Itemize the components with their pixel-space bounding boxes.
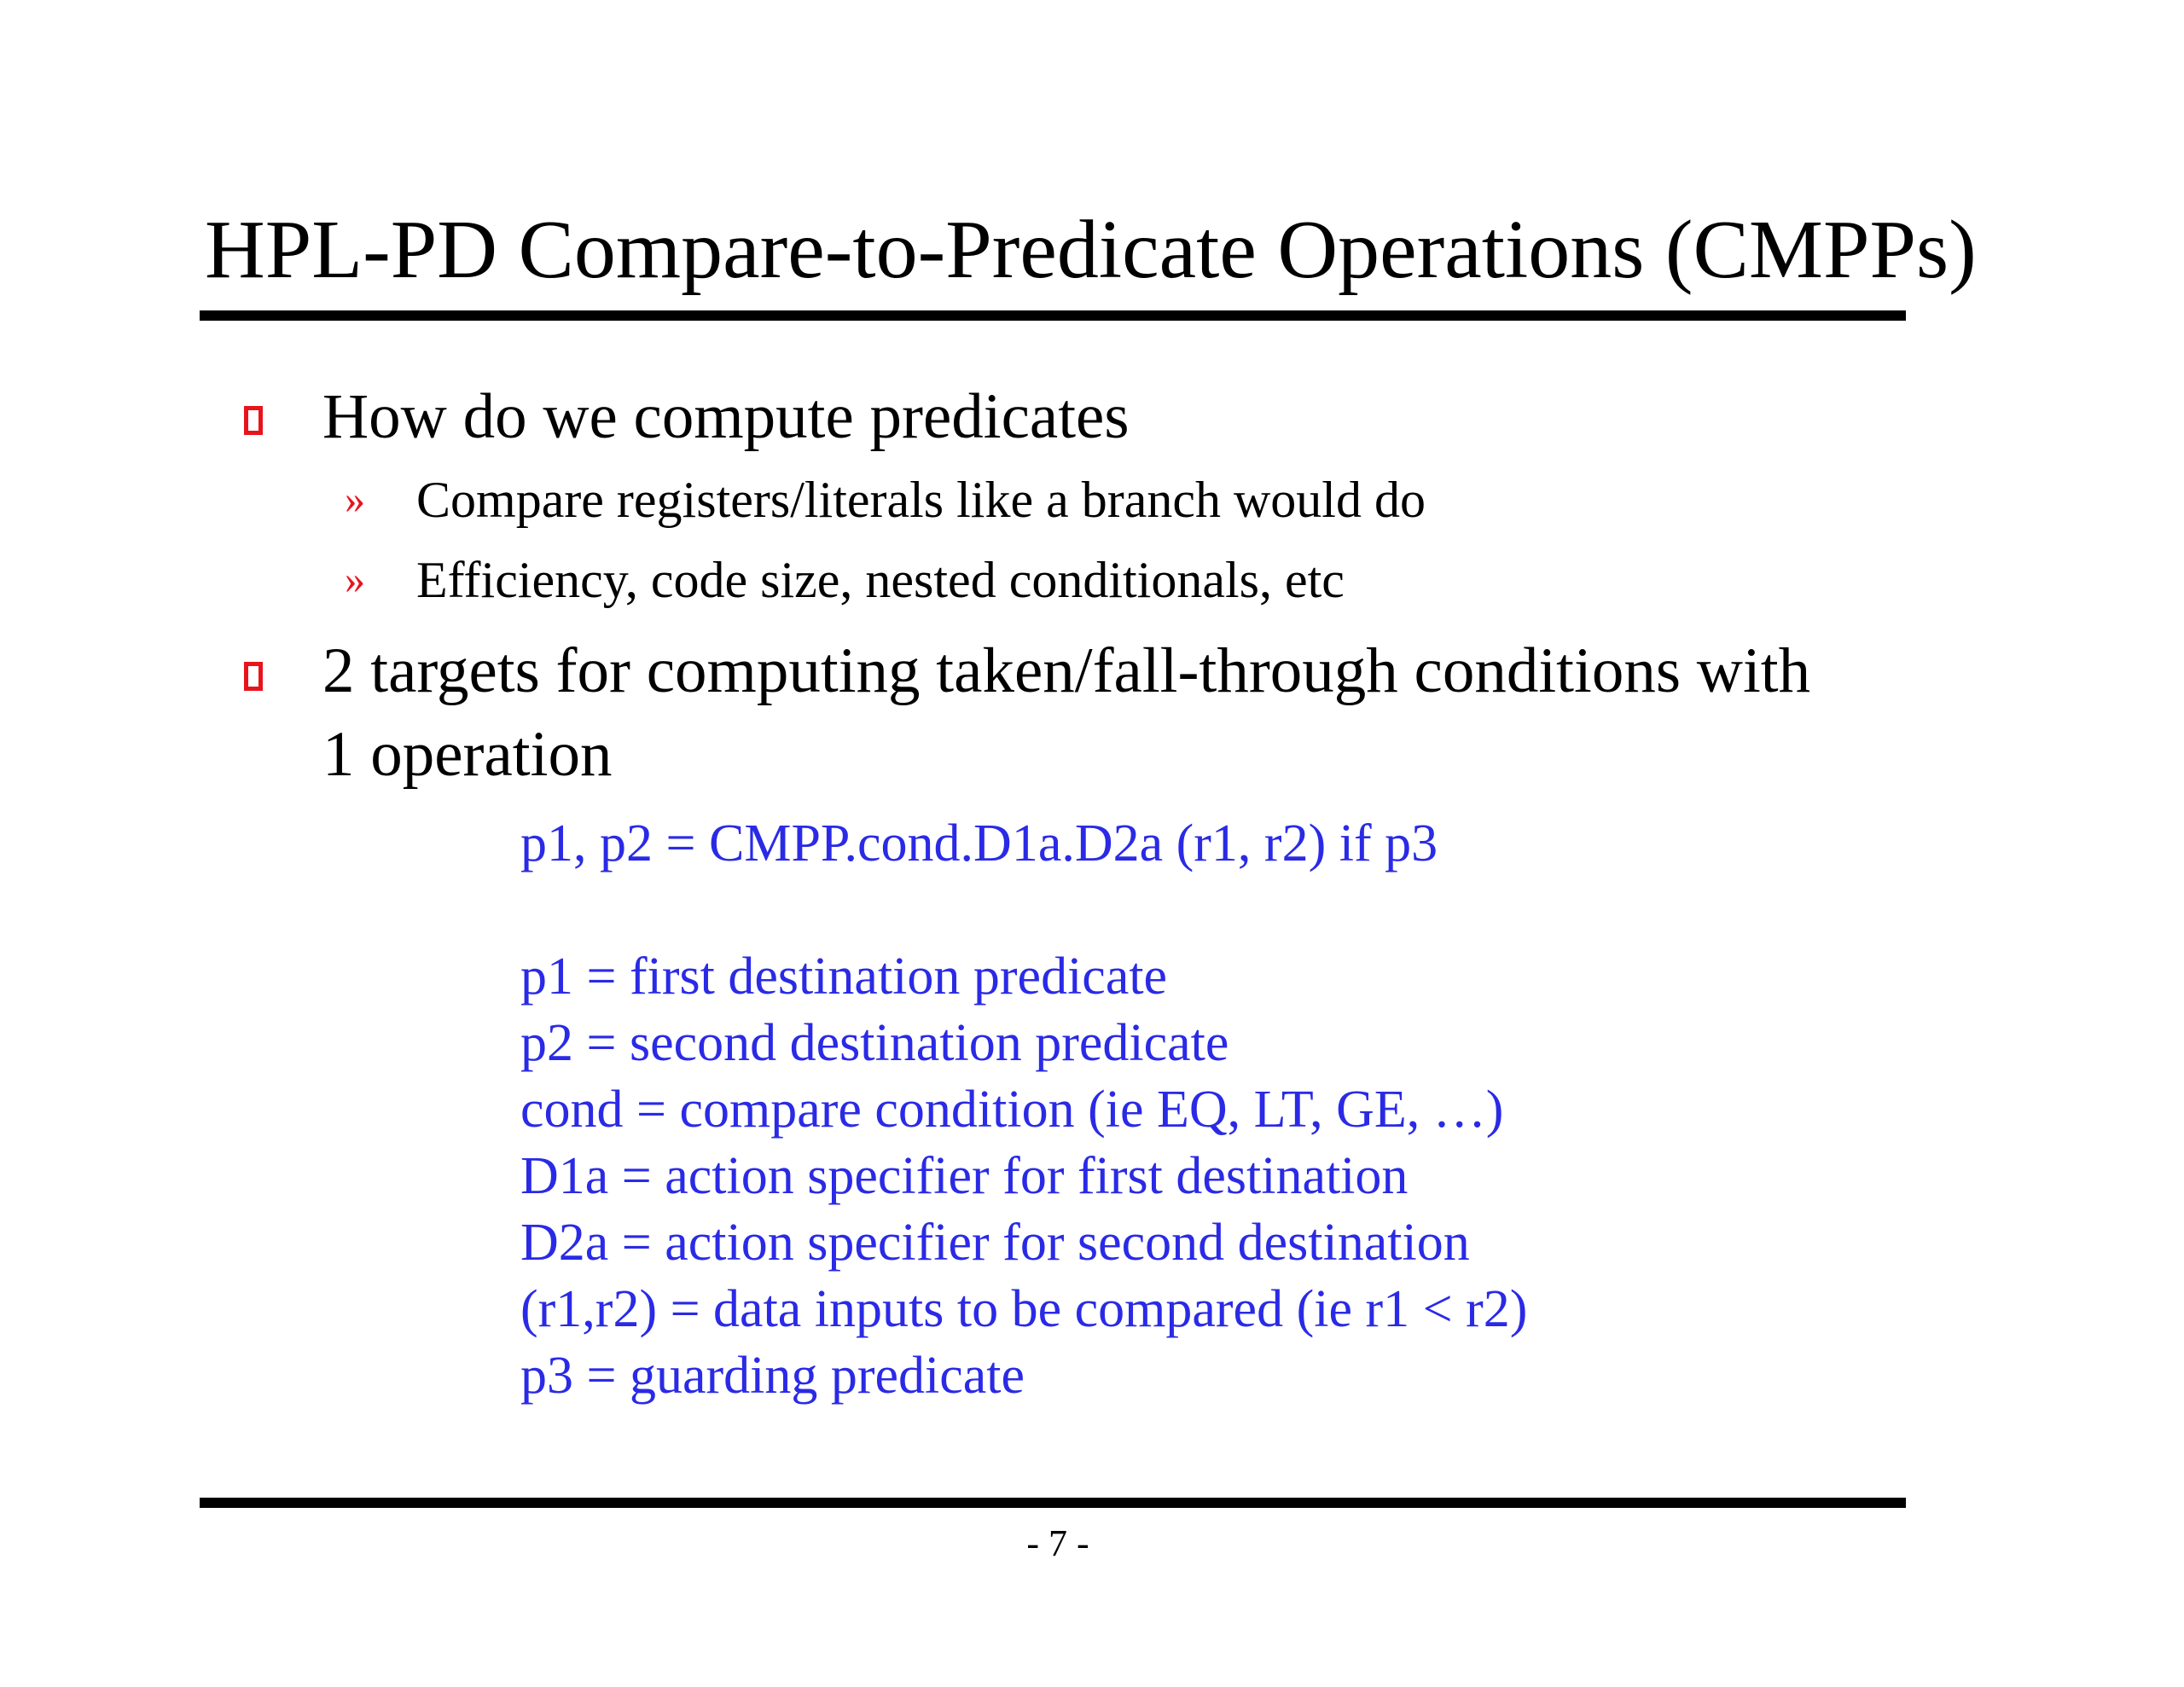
bullet-2-line-2: 1 operation xyxy=(322,719,613,790)
definition-p1: p1 = first destination predicate xyxy=(520,948,1168,1006)
cmpp-syntax-line: p1, p2 = CMPP.cond.D1a.D2a (r1, r2) if p3 xyxy=(520,815,1438,872)
definition-d1a: D1a = action specifier for first destination xyxy=(520,1147,1409,1205)
definition-d2a: D2a = action specifier for second destination xyxy=(520,1214,1470,1272)
square-bullet-icon xyxy=(244,406,263,435)
title-divider xyxy=(200,310,1906,321)
bullet-1-text: How do we compute predicates xyxy=(322,381,1130,452)
definition-r1-r2: (r1,r2) = data inputs to be compared (ie r1 < r2) xyxy=(520,1280,1528,1338)
cmpp-definitions xyxy=(520,943,1527,1409)
definition-p3: p3 = guarding predicate xyxy=(520,1347,1025,1405)
sub-bullet-2: Efficiency, code size, nested conditionals, etc xyxy=(416,552,1345,608)
definition-cond: cond = compare condition (ie EQ, LT, GE, …) xyxy=(520,1081,1504,1139)
footer-divider xyxy=(200,1498,1906,1508)
definition-p2: p2 = second destination predicate xyxy=(520,1014,1229,1072)
slide-title: HPL-PD Compare-to-Predicate Operations (CMPPs) xyxy=(205,204,1977,296)
page-number: - 7 - xyxy=(1026,1522,1089,1564)
square-bullet-icon xyxy=(244,662,263,691)
sub-bullet-1: Compare registers/literals like a branch would do xyxy=(416,472,1426,528)
chevron-bullet-icon: » xyxy=(345,557,365,602)
chevron-bullet-icon: » xyxy=(345,477,365,522)
cmpp-syntax xyxy=(520,810,1438,877)
bullet-2-line-1: 2 targets for computing taken/fall-through conditions with xyxy=(322,635,1811,706)
